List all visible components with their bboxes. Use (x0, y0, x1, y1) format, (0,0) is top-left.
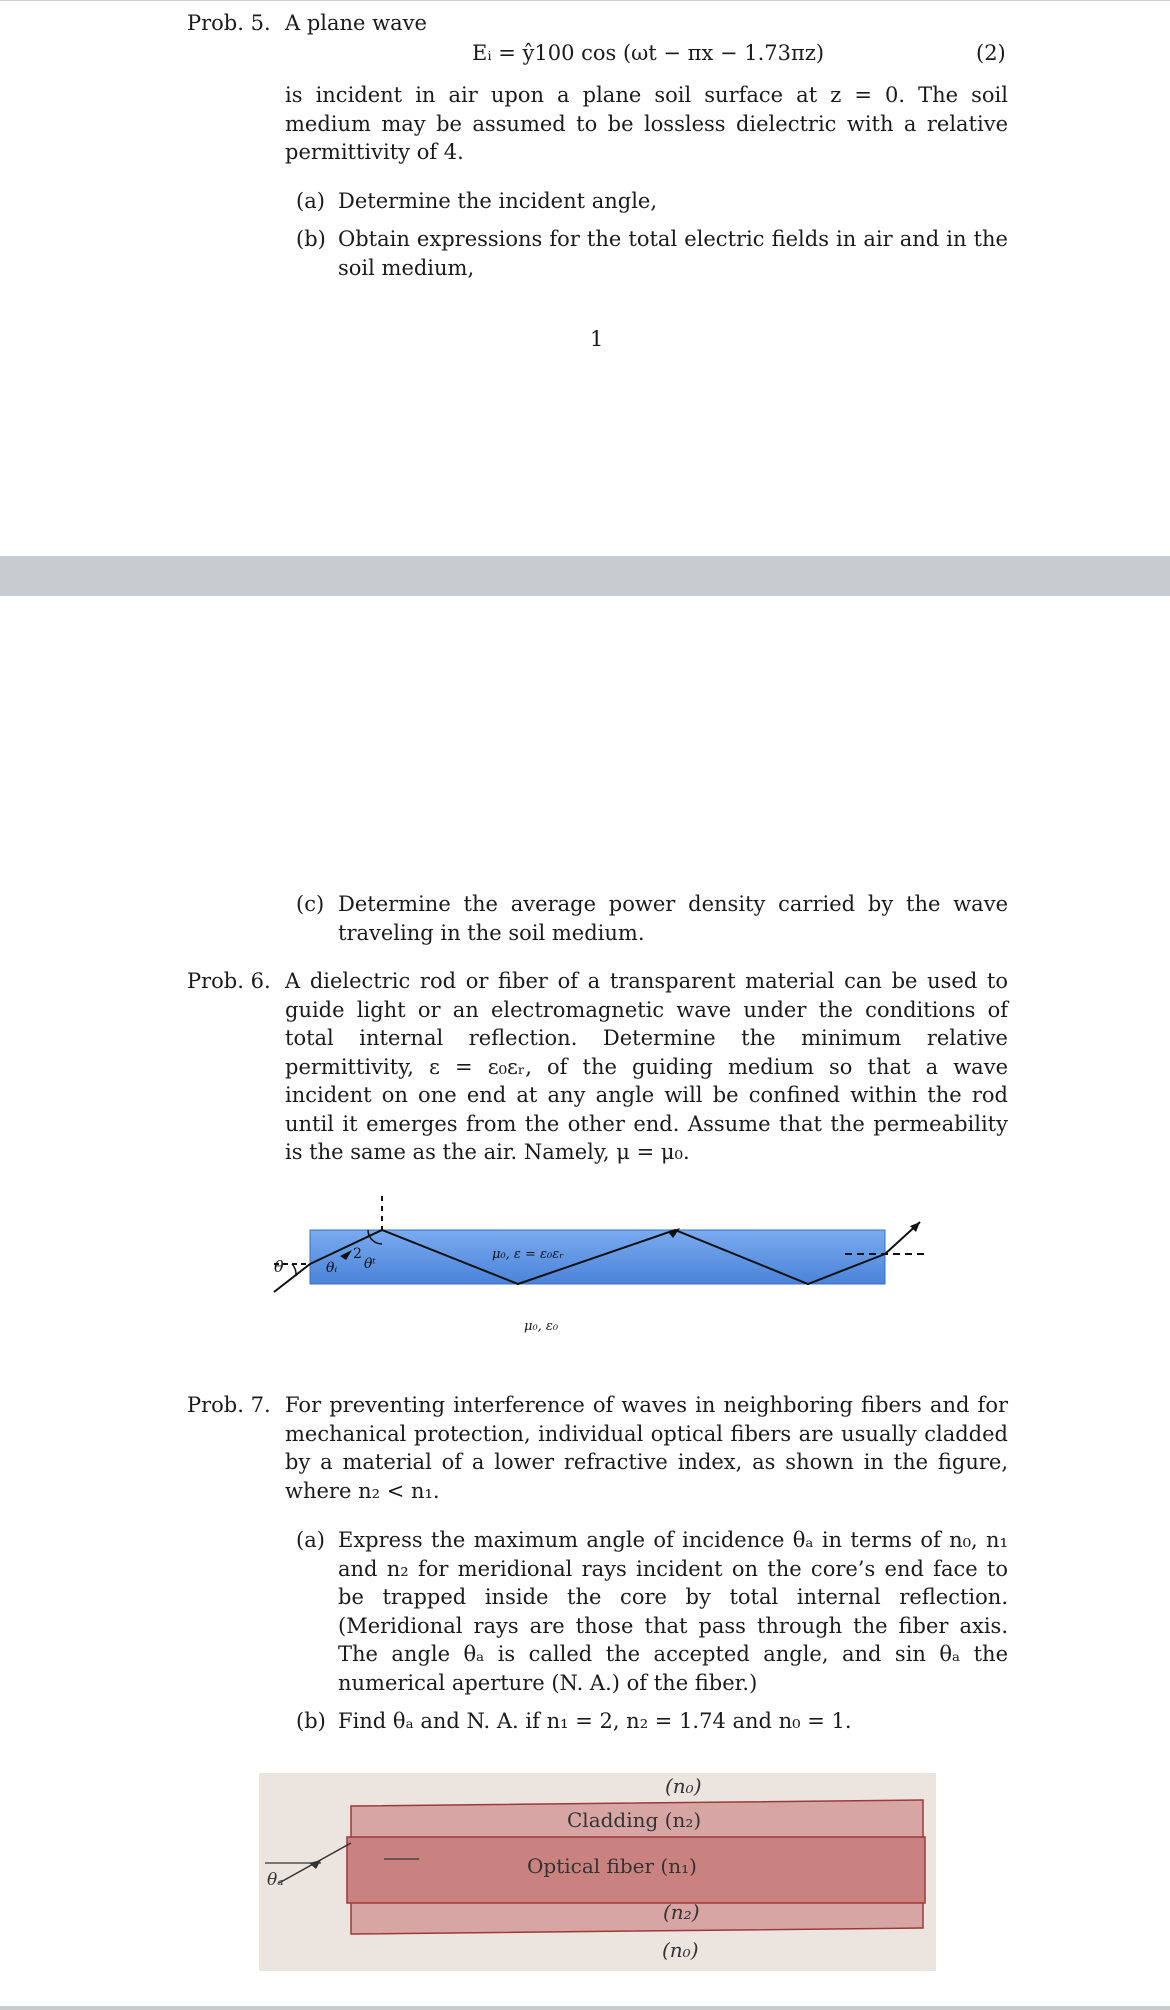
prob5-item-b-text: Obtain expressions for the total electric fields in air and in the soil medium, (338, 227, 1008, 280)
dielectric-rod-figure (260, 1192, 940, 1352)
prob5-item-c-text: Determine the average power density carried by the wave traveling in the soil medium. (338, 892, 1008, 945)
prob5-item-b-label: (b) (296, 227, 326, 251)
angle-number-label: 2 (353, 1246, 362, 1262)
theta-outside-label: θ (274, 1257, 284, 1276)
angle-arc-outside (292, 1264, 296, 1276)
prob7-item-b-label: (b) (296, 1709, 326, 1733)
prob5-item-a-label: (a) (296, 189, 325, 213)
prob7-item-a-label: (a) (296, 1528, 325, 1552)
prob7-item-a-text: Express the maximum angle of incidence θₐ in terms of n₀, n₁ and n₂ for meridional rays incident on the core’s end face to be trapped inside the core by total internal reflection. (Meridional rays are those that pass through the fiber axis. The angle θₐ is called the accepted angle, and sin θₐ the numerical aperture (N. A.) of the fiber.) (338, 1528, 1008, 1695)
n0-top-label: (n₀) (665, 1774, 702, 1798)
prob7-body: For preventing interference of waves in neighboring fibers and for mechanical protection, individual optical fibers are usually cladded by a material of a lower refractive index, as shown in the figure, where n₂ < n₁. (285, 1393, 1008, 1503)
cladding-label: Cladding (n₂) (567, 1808, 702, 1832)
prob5-body: is incident in air upon a plane soil surface at z = 0. The soil medium may be assumed to be lossless dielectric with a relative permittivity of 4. (285, 83, 1008, 164)
prob7-label: Prob. 7. (187, 1393, 271, 1417)
prob6-label: Prob. 6. (187, 969, 271, 993)
page-separator (0, 556, 1170, 596)
theta-i-label: θᵢ (326, 1260, 338, 1276)
prob7-item-b-text: Find θₐ and N. A. if n₁ = 2, n₂ = 1.74 and n₀ = 1. (338, 1709, 852, 1733)
n0-bottom-label: (n₀) (662, 1938, 699, 1962)
prob6-body: A dielectric rod or fiber of a transparent material can be used to guide light or an electromagnetic wave under the conditions of total internal reflection. Determine the minimum relative permittivity, ε = ε₀εᵣ, of the guiding medium so that a wave incident on one end at any angle will be confined within the rod until it emerges from the other end. Assume that the permeability is the same as the air. Namely, μ = μ₀. (285, 969, 1008, 1164)
prob5-intro: A plane wave (285, 11, 427, 35)
document-page-1 (0, 0, 1170, 557)
prob5-item-a-text: Determine the incident angle, (338, 189, 658, 213)
theta-a-label: θₐ (267, 1870, 284, 1890)
n2-bottom-label: (n₂) (663, 1900, 700, 1924)
page-bottom-rule (0, 2006, 1170, 2010)
prob5-label: Prob. 5. (187, 11, 271, 35)
core-label: Optical fiber (n₁) (527, 1854, 697, 1878)
page-number: 1 (590, 327, 604, 351)
prob5-item-c-label: (c) (296, 892, 325, 916)
theta-t-label: θᵗ (364, 1256, 376, 1272)
rod-medium-label: μ₀, ε = ε₀εᵣ (492, 1247, 564, 1262)
clad-fiber-figure (259, 1773, 936, 1971)
prob5-equation: Eᵢ = ŷ100 cos (ωt − πx − 1.73πz) (472, 41, 825, 65)
document-page-2 (0, 596, 1170, 2010)
outside-medium-label: μ₀, ε₀ (524, 1319, 559, 1334)
equation-number: (2) (976, 41, 1006, 65)
